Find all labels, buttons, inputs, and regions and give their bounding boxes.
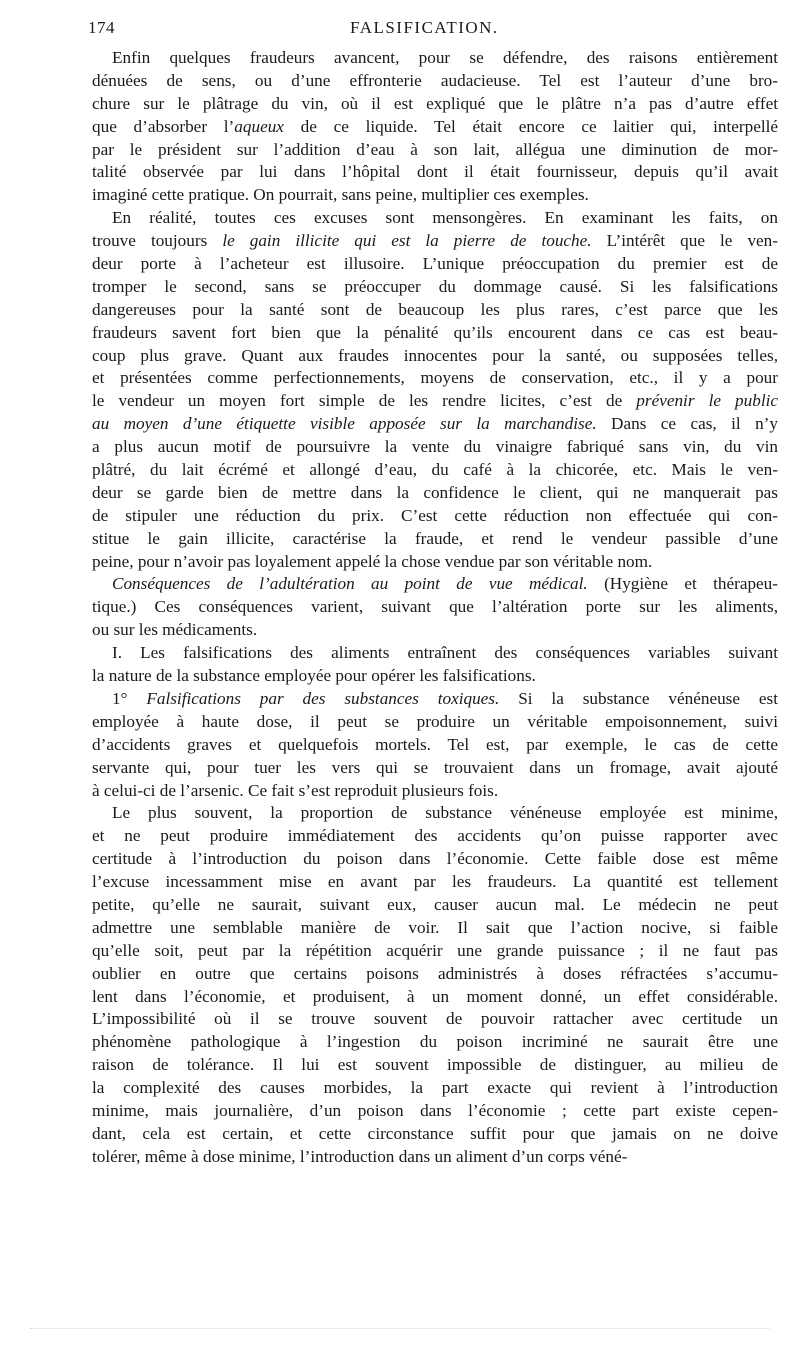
text-line [92, 93, 778, 116]
roman-text: tique.) Ces conséquences varient, suivant que l’altération porte sur les aliments, [92, 597, 778, 617]
roman-text: dangereuses pour la santé sont de beaucoup les plus rares, c’est parce que les [92, 299, 778, 319]
roman-text: a plus aucun motif de poursuivre la vente du vinaigre fabriqué sans vin, du vin [92, 437, 778, 457]
text-line [92, 184, 778, 207]
text-line [92, 1054, 778, 1077]
roman-text: Si la substance vénéneuse est [499, 688, 778, 708]
text-line [92, 47, 778, 70]
roman-text: peine, pour n’avoir pas loyalement appelé la chose vendue par son véritable nom. [92, 551, 653, 571]
text-line [92, 459, 778, 482]
text-line [92, 253, 778, 276]
running-head: FALSIFICATION. [350, 18, 499, 37]
roman-text: Dans ce cas, il n’y [596, 414, 778, 434]
text-line [92, 917, 778, 940]
text-line [92, 596, 778, 619]
italic-text: Conséquences de l’adultération au point de vue médical. [112, 574, 588, 594]
roman-text: Enfin quelques fraudeurs avancent, pour se défendre, des raisons entièrement [112, 48, 778, 67]
text-line [92, 1123, 778, 1146]
roman-text: oublier en outre que certains poisons administrés à doses réfractées s’accumu- [92, 963, 778, 983]
roman-text: deur porte à l’acheteur est illusoire. L’unique préoccupation du premier est de [92, 254, 778, 274]
roman-text: deur se garde bien de mettre dans la confidence le client, qui ne manquerait pas [92, 482, 778, 502]
text-line [92, 299, 778, 322]
text-line [92, 711, 778, 734]
text-line [92, 207, 778, 230]
text-line [92, 482, 778, 505]
roman-text: raison de tolérance. Il lui est souvent impossible de distinguer, au milieu de [92, 1055, 778, 1075]
roman-text: que d’absorber l’ [92, 116, 235, 136]
roman-text: I. Les falsifications des aliments entraînent des conséquences variables suivant [112, 643, 778, 663]
roman-text: le vendeur un moyen fort simple de les rendre licites, c’est de [92, 391, 637, 411]
roman-text: L’impossibilité où il se trouve souvent de pouvoir rattacher avec certitude un [92, 1009, 778, 1029]
roman-text: la nature de la substance employée pour opérer les falsifications. [92, 666, 536, 686]
text-line [92, 940, 778, 963]
text-line [92, 802, 778, 825]
italic-text: au moyen d’une étiquette visible apposée sur la marchandise. [92, 414, 597, 434]
page-header [88, 18, 774, 44]
roman-text: phénomène pathologique à l’ingestion du poison incriminé ne saurait être une [92, 1032, 778, 1052]
roman-text: petite, qu’elle ne saurait, suivant eux, causer aucun mal. Le médecin ne peut [92, 894, 778, 914]
roman-text: l’excuse incessamment mise en avant par les fraudeurs. La quantité est tellement [92, 872, 778, 892]
italic-text: Falsifications par des substances toxiques. [146, 688, 500, 708]
page-number: 174 [88, 18, 115, 37]
roman-text: Le plus souvent, la proportion de substance vénéneuse employée est minime, [112, 803, 778, 823]
text-line [92, 367, 778, 390]
roman-text: lent dans l’économie, et produisent, à un moment donné, un effet considérable. [92, 986, 778, 1006]
text-line [92, 505, 778, 528]
text-line [92, 619, 778, 642]
italic-text: aqueux [234, 116, 284, 136]
text-line [92, 780, 778, 803]
text-line [92, 963, 778, 986]
roman-text: plâtré, du lait écrémé et allongé d’eau, du café à la chicorée, etc. Mais le ven- [92, 460, 778, 480]
text-line [92, 116, 778, 139]
roman-text: (Hygiène et thérapeu- [587, 574, 778, 594]
text-line [92, 734, 778, 757]
text-line [92, 230, 778, 253]
bottom-bleed-through [30, 1328, 770, 1333]
text-line [92, 1100, 778, 1123]
text-line [92, 1146, 778, 1169]
text-line [92, 436, 778, 459]
roman-text: à celui-ci de l’arsenic. Ce fait s’est reproduit plusieurs fois. [92, 780, 499, 800]
body-text [92, 47, 778, 1169]
roman-text: certitude à l’introduction du poison dans l’économie. Cette faible dose est même [92, 849, 778, 869]
text-line [92, 161, 778, 184]
text-line [92, 688, 778, 711]
roman-text: admettre une semblable manière de voir. Il sait que l’action nocive, si faible [92, 917, 778, 937]
text-line [92, 665, 778, 688]
roman-text: talité observée par lui dans l’hôpital dont il était fournisseur, depuis qu’il avait [92, 162, 778, 182]
roman-text: chure sur le plâtrage du vin, où il est expliqué que le plâtre n’a pas d’autre effet [92, 93, 778, 113]
roman-text: qu’elle soit, peut par la répétition acquérir une grande puissance ; il ne faut pas [92, 940, 778, 960]
roman-text: ou sur les médicaments. [92, 620, 258, 640]
text-line [92, 139, 778, 162]
text-line [92, 894, 778, 917]
roman-text: employée à haute dose, il peut se produire un véritable empoisonnement, suivi [92, 711, 778, 731]
roman-text: L’intérêt que le ven- [591, 231, 778, 251]
text-line [92, 757, 778, 780]
roman-text: minime, mais journalière, d’un poison dans l’économie ; cette part existe cepen- [92, 1100, 778, 1120]
text-line [92, 390, 778, 413]
text-line [92, 848, 778, 871]
text-line [92, 551, 778, 574]
text-line [92, 825, 778, 848]
text-line [92, 642, 778, 665]
roman-text: 1° [112, 688, 147, 708]
text-line [92, 1008, 778, 1031]
roman-text: et présentées comme perfectionnements, moyens de conservation, etc., il y a pour [92, 368, 778, 388]
roman-text: de stipuler une réduction du prix. C’est cette réduction non effectuée qui con- [92, 505, 778, 525]
italic-text: prévenir le public [636, 391, 778, 411]
roman-text: d’accidents graves et quelquefois mortels. Tel est, par exemple, le cas de cette [92, 734, 778, 754]
text-line [92, 345, 778, 368]
roman-text: dant, cela est certain, et cette circonstance suffit pour que jamais on ne doive [92, 1123, 778, 1143]
roman-text: imaginé cette pratique. On pourrait, sans peine, multiplier ces exemples. [92, 185, 589, 205]
text-line [92, 528, 778, 551]
text-line [92, 1031, 778, 1054]
text-line [92, 573, 778, 596]
roman-text: stitue le gain illicite, caractérise la fraude, et rend le vendeur passible d’une [92, 528, 778, 548]
roman-text: par le président sur l’addition d’eau à son lait, allégua une diminution de mor- [92, 139, 778, 159]
roman-text: et ne peut produire immédiatement des accidents qu’on puisse rapporter avec [92, 826, 778, 846]
text-line [92, 986, 778, 1009]
text-line [92, 322, 778, 345]
text-line [92, 1077, 778, 1100]
roman-text: fraudeurs savent fort bien que la pénalité qu’ils encourent dans ce cas est beau- [92, 322, 778, 342]
roman-text: servante qui, pour tuer les vers qui se trouvaient dans un fromage, avait ajouté [92, 757, 778, 777]
text-line [92, 871, 778, 894]
italic-text: le gain illicite qui est la pierre de touche. [222, 231, 592, 251]
roman-text: trouve toujours [92, 231, 223, 251]
roman-text: tromper le second, sans se préoccuper du dommage causé. Si les falsifications [92, 276, 778, 296]
text-line [92, 276, 778, 299]
roman-text: la complexité des causes morbides, la part exacte qui revient à l’introduction [92, 1078, 778, 1098]
text-line [92, 70, 778, 93]
roman-text: En réalité, toutes ces excuses sont mensongères. En examinant les faits, on [112, 208, 778, 228]
roman-text: tolérer, même à dose minime, l’introduction dans un aliment d’un corps véné- [92, 1146, 628, 1166]
roman-text: dénuées de sens, ou d’une effronterie audacieuse. Tel est l’auteur d’une bro- [92, 70, 778, 90]
text-line [92, 413, 778, 436]
roman-text: de ce liquide. Tel était encore ce laitier qui, interpellé [283, 116, 778, 136]
roman-text: coup plus grave. Quant aux fraudes innocentes pour la santé, ou supposées telles, [92, 345, 778, 365]
